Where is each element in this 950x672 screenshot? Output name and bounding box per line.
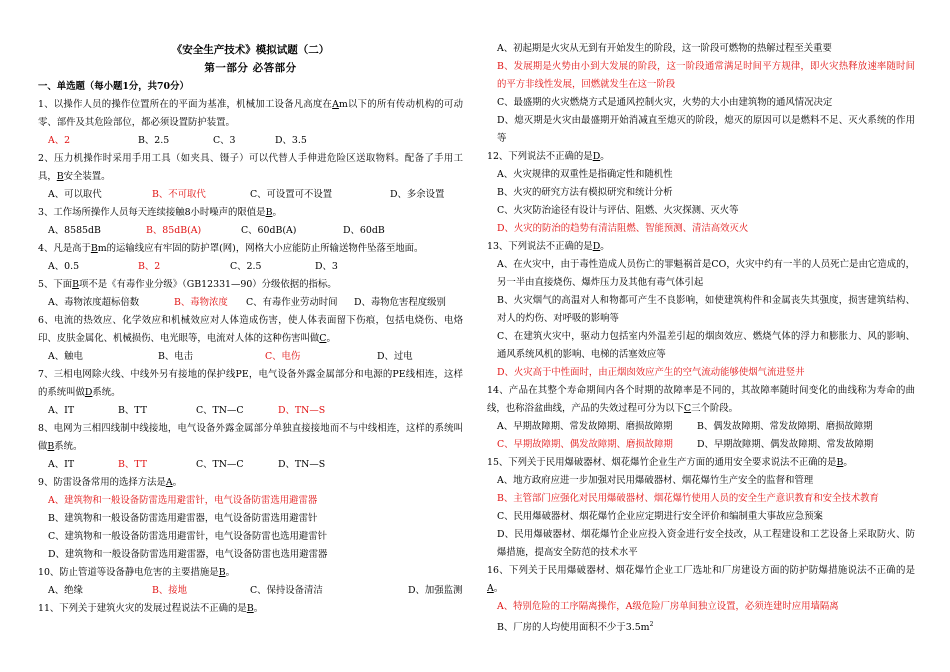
option: B、2 xyxy=(138,261,161,272)
question-7: 7、三相电网除火线、中线外另有接地的保护线PE，电气设备外露金属部分和电源的PE线相连，这样的系统叫做D系统。 xyxy=(38,369,463,398)
question-12: 12、下列说法不正确的是D。 xyxy=(487,151,610,162)
option: B、85dB(A) xyxy=(146,225,202,236)
question-11: 11、下列关于建筑火灾的发展过程说法不正确的是B。 xyxy=(38,603,264,614)
option: A、2 xyxy=(48,135,71,146)
option: C、有毒作业劳动时间 xyxy=(246,297,338,308)
option: D、3.5 xyxy=(275,135,307,146)
option: B、厂房的人均使用面积不少于$3.5m^2$ xyxy=(497,621,654,634)
option: B、毒物浓度 xyxy=(174,297,228,308)
option: B、TT xyxy=(118,405,147,416)
option: B、火灾烟气的高温对人和物都可产生不良影响，如使建筑构件和金属丧失其强度，损害建筑结构、对人的灼伤、对呼吸的影响等 xyxy=(497,295,915,324)
option: D、火灾的防治的趋势有清洁阻燃、智能预测、清洁高效灭火 xyxy=(497,223,749,234)
question-1-options xyxy=(38,132,463,150)
question-2: 2、压力机操作时采用手用工具（如夹具、镊子）可以代替人手伸进危险区送取物料。配备了手用工具，B安全装置。 xyxy=(38,153,463,182)
option: B、2.5 xyxy=(138,135,170,146)
question-14-options-2 xyxy=(487,436,915,454)
option: D、火灾高于中性面时，由正烟囱效应产生的空气流动能够使烟气流进竖井 xyxy=(497,367,805,378)
option: C、电伤 xyxy=(265,351,301,362)
option: A、触电 xyxy=(48,351,83,362)
option: C、火灾防治途径有设计与评估、阻燃、火灾探测、灭火等 xyxy=(497,205,739,216)
option: A、0.5 xyxy=(48,261,80,272)
option: D、3 xyxy=(315,261,338,272)
question-8-options xyxy=(38,456,463,474)
option: A、火灾规律的双重性是指确定性和随机性 xyxy=(497,169,673,180)
option: A、地方政府应进一步加强对民用爆破器材、烟花爆竹生产安全的监督和管理 xyxy=(497,475,814,486)
option: B、偶发故障期、常发故障期、磨损故障期 xyxy=(697,421,873,432)
exam-title: 《安全生产技术》模拟试题（二） xyxy=(171,44,330,56)
question-3-options xyxy=(38,222,463,240)
option: B、不可取代 xyxy=(152,189,206,200)
option: D、毒物危害程度级别 xyxy=(354,297,446,308)
section-heading: 一、单选题（每小题1分，共70分） xyxy=(38,81,189,92)
option: C、3 xyxy=(213,135,236,146)
option: C、2.5 xyxy=(230,261,262,272)
option: C、最盛期的火灾燃烧方式是通风控制火灾，火势的大小由建筑物的通风情况决定 xyxy=(497,97,833,108)
question-4-options xyxy=(38,258,463,276)
option: B、发展期是火势由小到大发展的阶段，这一阶段通常满足时间平方规律，即火灾热释放速率随时间的平方非线性发展，回燃就发生在这一阶段 xyxy=(497,61,915,90)
option: D、民用爆破器材、烟花爆竹企业应投入资金进行安全技改，从工程建设和工艺设备上采取防火、防爆措施，提高安全防范的技术水平 xyxy=(497,529,915,558)
question-2-options xyxy=(38,186,463,204)
option: C、TN—C xyxy=(196,405,244,416)
question-8: 8、电网为三相四线制中线接地，电气设备外露金属部分单独直接接地而不与中线相连，这样的系统叫做B系统。 xyxy=(38,423,463,452)
question-9: 9、防雷设备常用的选择方法是A。 xyxy=(38,477,183,488)
left-column xyxy=(38,40,463,618)
option: A、特别危险的工序隔离操作，A级危险厂房单间独立设置，必须连建时应用墙隔离 xyxy=(497,601,839,612)
question-7-options xyxy=(38,402,463,420)
option: D、加强监测 xyxy=(408,585,463,596)
question-6: 6、电流的热效应、化学效应和机械效应对人体造成伤害，使人体表面留下伤痕，包括电烧伤、电烙印、皮肤金属化、机械损伤、电光眼等，电流对人体的这种伤害叫做C。 xyxy=(38,315,463,344)
option: A、8585dB xyxy=(48,225,101,236)
right-column xyxy=(487,40,915,637)
option: C、60dB(A) xyxy=(241,225,297,236)
question-3: 3、工作场所操作人员每天连续接触8小时噪声的限值是B。 xyxy=(38,207,282,218)
question-10-options xyxy=(38,582,463,600)
option: C、早期故障期、偶发故障期、磨损故障期 xyxy=(497,439,673,450)
option: D、TN—S xyxy=(278,405,326,416)
option: D、早期故障期、偶发故障期、常发故障期 xyxy=(697,439,874,450)
option: C、保持设备清洁 xyxy=(250,585,323,596)
option: D、多余设置 xyxy=(390,189,445,200)
option: D、过电 xyxy=(377,351,413,362)
question-5-options xyxy=(38,294,463,312)
option: B、接地 xyxy=(152,585,188,596)
question-14-options xyxy=(487,418,915,436)
question-14: 14、产品在其整个寿命期间内各个时期的故障率是不同的，其故障率随时间变化的曲线称为寿命的曲线，也称浴盆曲线，产品的失效过程可分为以下C三个阶段。 xyxy=(487,385,915,414)
question-13: 13、下列说法不正确的是D。 xyxy=(487,241,610,252)
option: C、在建筑火灾中，驱动力包括室内外温差引起的烟囱效应、燃烧气体的浮力和膨胀力、风的影响、通风系统风机的影响、电梯的活塞效应等 xyxy=(497,331,915,360)
question-4: 4、凡是高于Bm的运输线应有牢固的防护罩(网)，网格大小应能防止所输送物件坠落至地面。 xyxy=(38,243,424,254)
question-1: 1、以操作人员的操作位置所在的平面为基准，机械加工设备凡高度在Am以下的所有传动机构的可动零、部件及其危险部位，都必须设置防护装置。 xyxy=(38,99,463,128)
option: C、建筑物和一般设备防雷选用避雷针，电气设备防雷也选用避雷针 xyxy=(48,531,328,542)
option: A、建筑物和一般设备防雷选用避雷针，电气设备防雷选用避雷器 xyxy=(48,495,318,506)
option: C、TN—C xyxy=(196,459,244,470)
option: A、IT xyxy=(48,405,75,416)
exam-part-heading: 第一部分 必答部分 xyxy=(204,62,297,74)
option: B、主管部门应强化对民用爆破器材、烟花爆竹使用人员的安全生产意识教育和安全技术教育 xyxy=(497,493,879,504)
question-5: 5、下面B项不是《有毒作业分级》（GB12331—90）分级依据的指标。 xyxy=(38,279,337,290)
option: A、绝缘 xyxy=(48,585,83,596)
question-15: 15、下列关于民用爆破器材、烟花爆竹企业生产方面的通用安全要求说法不正确的是B。 xyxy=(487,457,853,468)
option: D、TN—S xyxy=(278,459,326,470)
question-16: 16、下列关于民用爆破器材、烟花爆竹企业工厂选址和厂房建设方面的防护防爆措施说法不正确的是A。 xyxy=(487,565,915,594)
option: B、火灾的研究方法有模拟研究和统计分析 xyxy=(497,187,673,198)
option: B、建筑物和一般设备防雷选用避雷器，电气设备防雷选用避雷针 xyxy=(48,513,318,524)
option: A、IT xyxy=(48,459,75,470)
question-6-options xyxy=(38,348,463,366)
option: A、毒物浓度超标倍数 xyxy=(48,297,140,308)
question-10: 10、防止管道等设备静电危害的主要措施是B。 xyxy=(38,567,235,578)
option: A、初起期是火灾从无到有开始发生的阶段，这一阶段可燃物的热解过程至关重要 xyxy=(497,43,832,54)
option: B、电击 xyxy=(158,351,194,362)
option: A、可以取代 xyxy=(48,189,102,200)
option: D、熄灭期是火灾由最盛期开始消减直至熄灭的阶段，熄灭的原因可以是燃料不足、灭火系统的作用等 xyxy=(497,115,915,144)
option: B、TT xyxy=(118,459,147,470)
option: C、民用爆破器材、烟花爆竹企业应定期进行安全评价和编制重大事故应急预案 xyxy=(497,511,823,522)
option: D、建筑物和一般设备防雷选用避雷器，电气设备防雷也选用避雷器 xyxy=(48,549,328,560)
option: A、在火灾中，由于毒性造成人员伤亡的罪魁祸首是CO，火灾中约有一半的人员死亡是由它造成的，另一半由直接烧伤、爆炸压力及其他有毒气体引起 xyxy=(497,259,915,288)
option: A、早期故障期、常发故障期、磨损故障期 xyxy=(497,421,673,432)
option: C、可设置可不设置 xyxy=(250,189,333,200)
option: D、60dB xyxy=(343,225,385,236)
